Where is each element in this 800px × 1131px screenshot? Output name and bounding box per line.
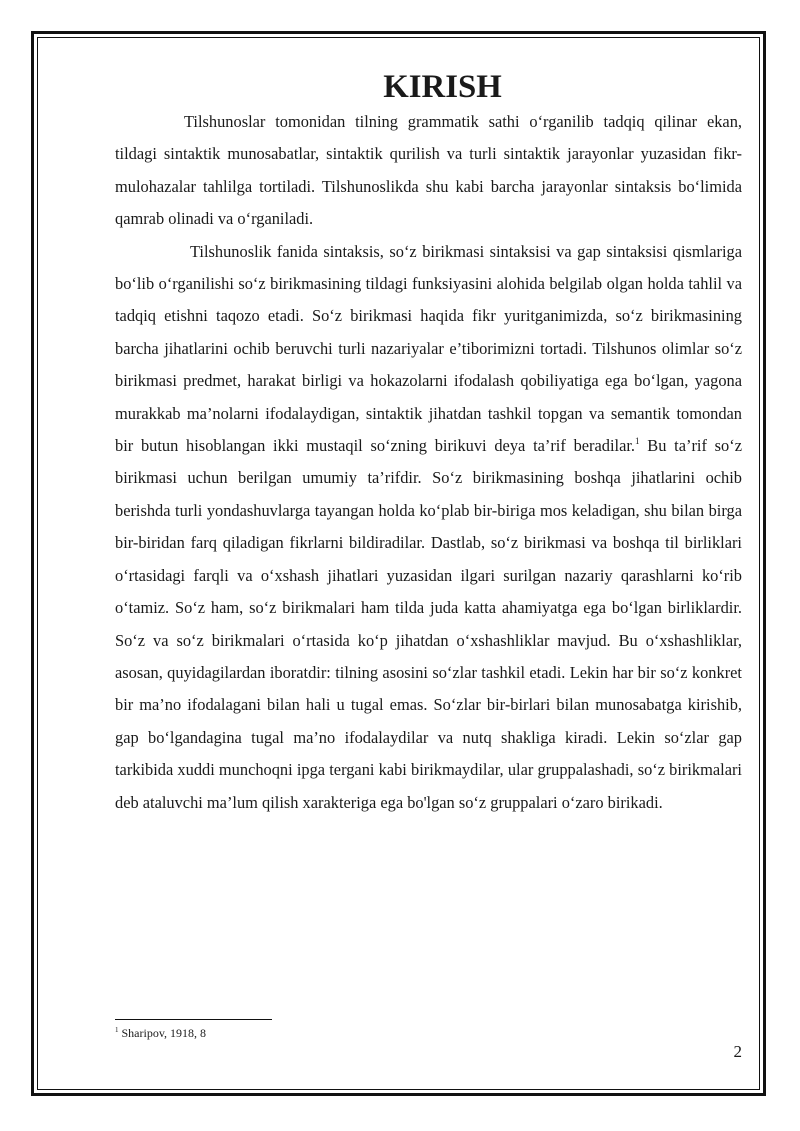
- footnote-separator: [115, 1019, 272, 1020]
- page-number: 2: [733, 1042, 742, 1061]
- footnote-marker: 1: [115, 1026, 119, 1034]
- footnote-text: Sharipov, 1918, 8: [118, 1026, 207, 1040]
- footnote-reference[interactable]: 1: [635, 436, 640, 447]
- footnote: [115, 1025, 206, 1041]
- main-text: [115, 69, 742, 819]
- paragraph-1: Tilshunoslar tomonidan tilning grammatik sathi o‘rganilib tadqiq qilinar ekan, tildagi sintaktik munosabatlar, sintaktik qurilish va turli sintaktik jarayonlar yuzasidan fikr-mulohazalar tahlilga tortiladi. Tilshunoslikda shu kabi barcha jarayonlar sintaksis bo‘limida qamrab olinadi va o‘rganiladi.: [115, 112, 742, 229]
- paragraph-2-text-a: Tilshunoslik fanida sintaksis, so‘z birikmasi sintaksisi va gap sintaksisi qismlariga bo‘lib o‘rganilishi so‘z birikmasining tildagi funksiyasini alohida belgilab olgan holda tahlil va tadqiq etishni taqozo etadi. So‘z birikmasi haqida fikr yuritganimizda, so‘z birikmasining barcha jihatlarini ochib beruvchi turli nazariyalar e’tiborimizni tortadi. Tilshunos olimlar so‘z birikmasi predmet, harakat birligi va hokazolarni ifodalash qobiliyatiga ega bo‘lgan, yagona murakkab ma’nolarni ifodalaydigan, sintaktik jihatdan tashkil topgan va semantik tomondan bir butun hisoblangan ikki mustaqil so‘zning birikuvi deya ta’rif beradilar.: [115, 241, 742, 456]
- paragraph-2: [115, 236, 742, 819]
- section-heading: KIRISH: [383, 69, 502, 105]
- paragraph-2-text-b: Bu ta’rif so‘z birikmasi uchun berilgan umumiy ta’rifdir. So‘z birikmasining boshqa jihatlarini ochib berishda turli yondashuvlarga tayangan holda ko‘plab bir-biriga mos keladigan, shu bilan birga bir-biridan farq qiladigan fikrlarni bildiradilar. Dastlab, so‘z birikmasi va boshqa til birliklari o‘rtasidagi farqli va o‘xshash jihatlari yuzasidan ilgari surilgan nazariy qarashlarni ko‘rib o‘tamiz. So‘z ham, so‘z birikmalari ham tilda juda katta ahamiyatga ega bo‘lgan birliklardir. So‘z va so‘z birikmalari o‘rtasida ko‘p jihatdan o‘xshashliklar mavjud. Bu o‘xshashliklar, asosan, quyidagilardan iboratdir: tilning asosini so‘zlar tashkil etadi. Lekin har bir so‘z konkret bir ma’no ifodalagani bilan hali u tugal emas. So‘zlar bir-birlari bilan munosabatga kirishib, gap bo‘lgandagina tugal ma’no ifodalaydilar va nutq shakliga kiradi. Lekin so‘zlar gap tarkibida xuddi munchoqni ipga tergani kabi birikmaydilar, ular gruppalashadi, so‘z birikmalari deb ataluvchi ma’lum qilish xarakteriga ega bo'lgan so‘z gruppalari o‘zaro birikadi.: [115, 436, 742, 812]
